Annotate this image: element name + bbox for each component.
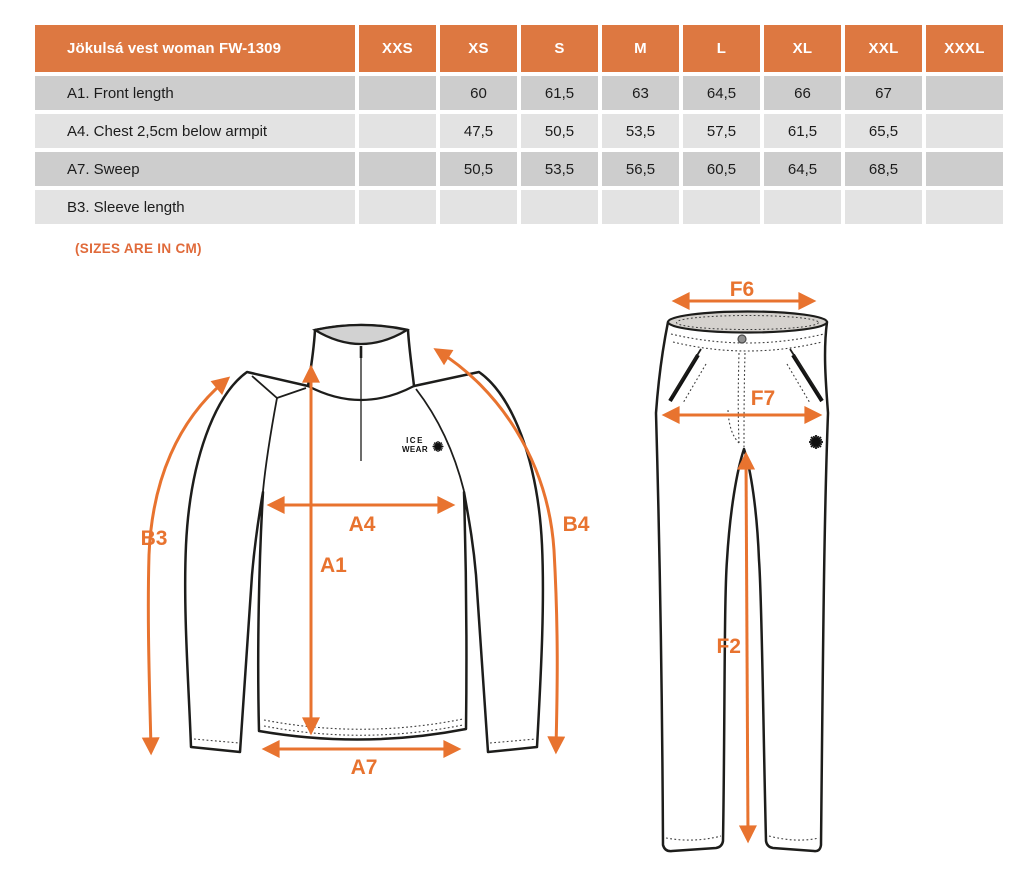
size-value-cell	[926, 114, 1003, 148]
table-row	[35, 76, 1003, 110]
size-value-cell: 61,5	[764, 114, 841, 148]
a4-label: A4	[348, 513, 376, 536]
shirt-outline	[185, 325, 543, 752]
size-value-cell	[359, 152, 436, 186]
size-value-cell	[845, 190, 922, 224]
measurement-label-cell: A1. Front length	[35, 76, 355, 110]
snowflake-icon	[809, 435, 823, 449]
pants-outline	[656, 322, 828, 851]
size-value-cell: 63	[602, 76, 679, 110]
size-value-cell: 65,5	[845, 114, 922, 148]
size-value-cell: 50,5	[521, 114, 598, 148]
size-value-cell: 57,5	[683, 114, 760, 148]
table-row	[35, 114, 1003, 148]
b4-label: B4	[562, 513, 590, 536]
size-value-cell: 61,5	[521, 76, 598, 110]
size-value-cell: 66	[764, 76, 841, 110]
size-value-cell: 50,5	[440, 152, 517, 186]
size-value-cell: 67	[845, 76, 922, 110]
size-value-cell	[683, 190, 760, 224]
size-value-cell: 53,5	[521, 152, 598, 186]
size-value-cell	[764, 190, 841, 224]
size-column-header: XL	[764, 25, 841, 72]
measurement-label-cell: A4. Chest 2,5cm below armpit	[35, 114, 355, 148]
size-column-header: XXL	[845, 25, 922, 72]
f2-arrow	[746, 457, 748, 838]
size-value-cell	[359, 114, 436, 148]
size-value-cell	[926, 76, 1003, 110]
header-row	[35, 25, 1003, 72]
pants-diagram	[630, 270, 1034, 870]
size-column-header: XS	[440, 25, 517, 72]
a1-label: A1	[320, 554, 347, 577]
waist-button	[738, 335, 746, 343]
units-note: (SIZES ARE IN CM)	[75, 241, 202, 256]
size-column-header: XXXL	[926, 25, 1003, 72]
measurement-label-cell: B3. Sleeve length	[35, 190, 355, 224]
table-header	[35, 25, 1003, 72]
size-value-cell: 68,5	[845, 152, 922, 186]
measurement-label-cell: A7. Sweep	[35, 152, 355, 186]
size-column-header: S	[521, 25, 598, 72]
size-value-cell	[602, 190, 679, 224]
table-row	[35, 152, 1003, 186]
size-value-cell: 60,5	[683, 152, 760, 186]
snowflake-icon	[433, 441, 444, 452]
brand-logo-text: ICE	[406, 436, 424, 445]
size-value-cell	[440, 190, 517, 224]
table-body	[35, 76, 1003, 224]
size-value-cell: 64,5	[764, 152, 841, 186]
size-table	[31, 21, 1007, 228]
size-value-cell	[359, 190, 436, 224]
size-column-header: L	[683, 25, 760, 72]
size-value-cell: 53,5	[602, 114, 679, 148]
size-value-cell: 56,5	[602, 152, 679, 186]
size-value-cell: 47,5	[440, 114, 517, 148]
f2-label: F2	[716, 635, 741, 658]
size-value-cell: 60	[440, 76, 517, 110]
shirt-diagram	[130, 290, 610, 790]
size-value-cell	[926, 190, 1003, 224]
f7-label: F7	[750, 387, 776, 410]
size-value-cell	[521, 190, 598, 224]
size-value-cell: 64,5	[683, 76, 760, 110]
f6-label: F6	[729, 278, 755, 301]
a7-label: A7	[350, 756, 378, 779]
b3-label: B3	[140, 527, 168, 550]
table-title: Jökulsá vest woman FW-1309	[35, 25, 355, 72]
size-value-cell	[359, 76, 436, 110]
table-row	[35, 190, 1003, 224]
size-column-header: M	[602, 25, 679, 72]
size-column-header: XXS	[359, 25, 436, 72]
brand-logo-text: WEAR	[401, 445, 429, 454]
size-value-cell	[926, 152, 1003, 186]
